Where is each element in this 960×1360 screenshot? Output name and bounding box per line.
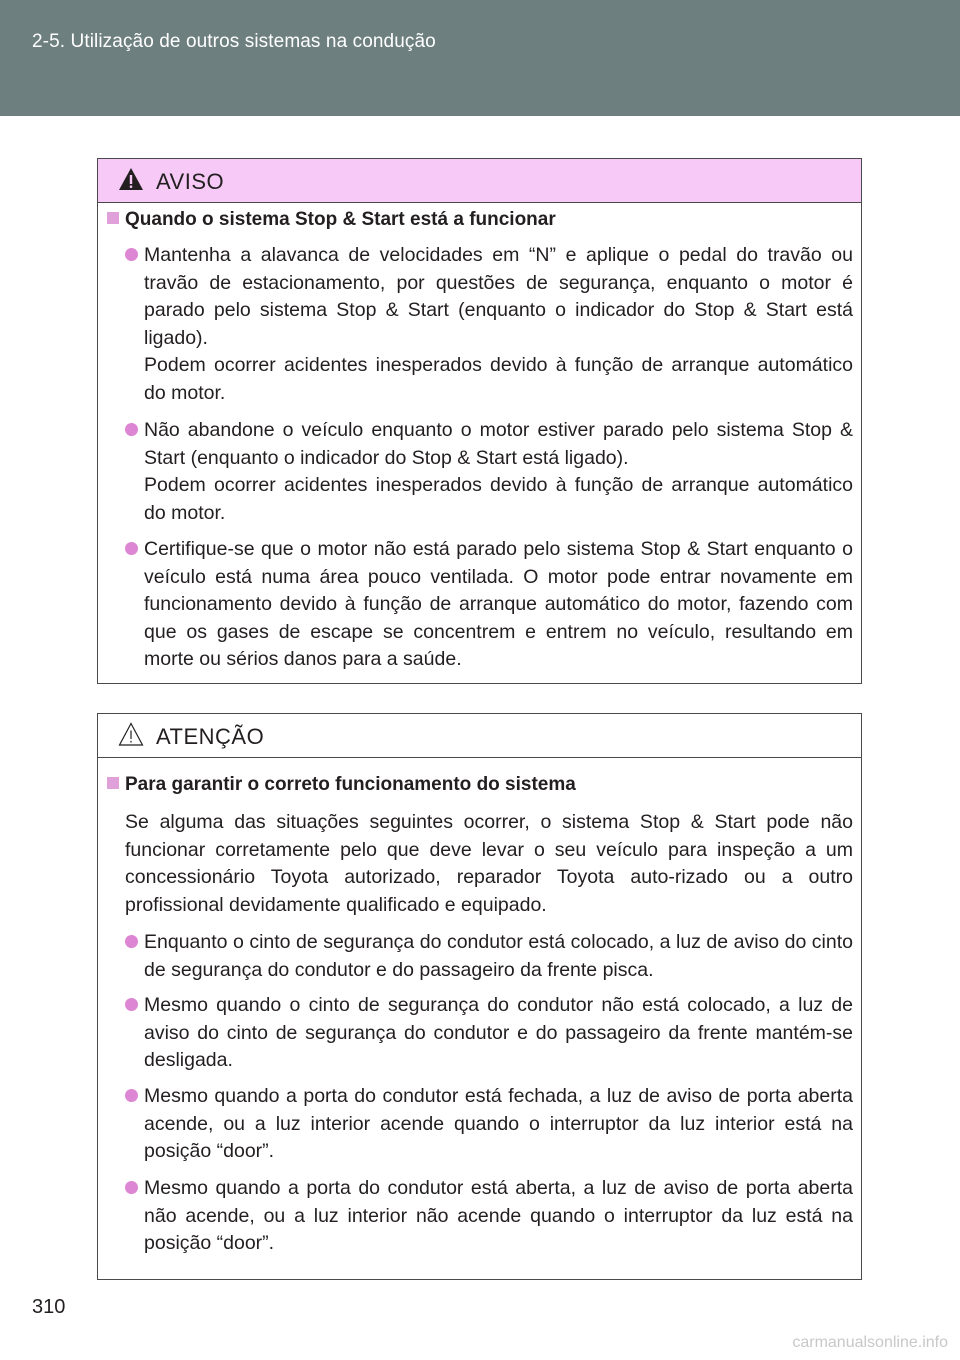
caution-section-title xyxy=(107,774,576,796)
site-watermark: carmanualsonline.info xyxy=(792,1334,948,1351)
caution-bullet-3 xyxy=(125,1083,853,1166)
warning-bullet-1 xyxy=(125,242,853,407)
warning-section-title xyxy=(107,209,556,231)
warning-triangle-icon xyxy=(118,167,144,191)
round-bullet-icon xyxy=(125,998,138,1011)
round-bullet-icon xyxy=(125,1089,138,1102)
square-bullet-icon xyxy=(107,777,119,789)
caution-bullet-1 xyxy=(125,929,853,984)
warning-label: AVISO xyxy=(156,169,225,194)
round-bullet-icon xyxy=(125,935,138,948)
round-bullet-icon xyxy=(125,542,138,555)
caution-bullet-4 xyxy=(125,1175,853,1258)
caution-box-header xyxy=(98,714,861,758)
caution-intro: Se alguma das situações seguintes ocorrer, o sistema Stop & Start pode não funcionar corretamente pelo que deve levar o seu veículo para inspeção a um concessionário Toyota autorizado, reparador Toyota auto-rizado ou a outro profissional devidamente qualificado e equipado. xyxy=(125,811,853,916)
caution-triangle-icon xyxy=(118,722,144,746)
round-bullet-icon xyxy=(125,1181,138,1194)
caution-box xyxy=(97,713,862,1280)
warning-box-header xyxy=(98,159,861,203)
page-header xyxy=(0,0,960,116)
caution-label: ATENÇÃO xyxy=(156,724,265,749)
round-bullet-icon xyxy=(125,423,138,436)
round-bullet-icon xyxy=(125,248,138,261)
caution-bullet-1-text: Enquanto o cinto de segurança do condutor está colocado, a luz de aviso do cinto de segurança do condutor e do passageiro da frente pisca. xyxy=(144,931,853,981)
caution-bullet-3-text: Mesmo quando a porta do condutor está fechada, a luz de aviso de porta aberta acende, ou a luz interior acende quando o interruptor da luz interior está na posição “door”. xyxy=(144,1085,853,1162)
caution-section-title-text: Para garantir o correto funcionamento do sistema xyxy=(125,774,576,795)
warning-bullet-2-note: Podem ocorrer acidentes inesperados devido à função de arranque automático do motor. xyxy=(144,474,853,524)
warning-bullet-2 xyxy=(125,417,853,527)
square-bullet-icon xyxy=(107,212,119,224)
warning-box xyxy=(97,158,862,684)
caution-bullet-2-text: Mesmo quando o cinto de segurança do condutor não está colocado, a luz de aviso do cinto de segurança do condutor e do passageiro da frente mantém-se desligada. xyxy=(144,994,853,1071)
warning-section-title-text: Quando o sistema Stop & Start está a funcionar xyxy=(125,209,556,230)
warning-bullet-2-text: Não abandone o veículo enquanto o motor estiver parado pelo sistema Stop & Start (enquanto o indicador do Stop & Start está ligado). xyxy=(144,419,853,469)
warning-bullet-1-text: Mantenha a alavanca de velocidades em “N” e aplique o pedal do travão ou travão de estacionamento, por questões de segurança, enquanto o motor é parado pelo sistema Stop & Start (enquanto o indicador do Stop & Start está ligado). xyxy=(144,244,853,349)
page-number: 310 xyxy=(32,1296,66,1318)
section-breadcrumb: 2-5. Utilização de outros sistemas na condução xyxy=(32,31,436,52)
caution-bullet-4-text: Mesmo quando a porta do condutor está aberta, a luz de aviso de porta aberta não acende, ou a luz interior não acende quando o interruptor da luz está na posição “door”. xyxy=(144,1177,853,1254)
caution-bullet-2 xyxy=(125,992,853,1075)
warning-bullet-3 xyxy=(125,536,853,674)
warning-bullet-3-text: Certifique-se que o motor não está parado pelo sistema Stop & Start enquanto o veículo está numa área pouco ventilada. O motor pode entrar novamente em funcionamento devido à função de arranque automático do motor, fazendo com que os gases de escape se concentrem e entrem no veículo, resultando em morte ou sérios danos para a saúde. xyxy=(144,538,853,670)
warning-bullet-1-note: Podem ocorrer acidentes inesperados devido à função de arranque automático do motor. xyxy=(144,354,853,404)
